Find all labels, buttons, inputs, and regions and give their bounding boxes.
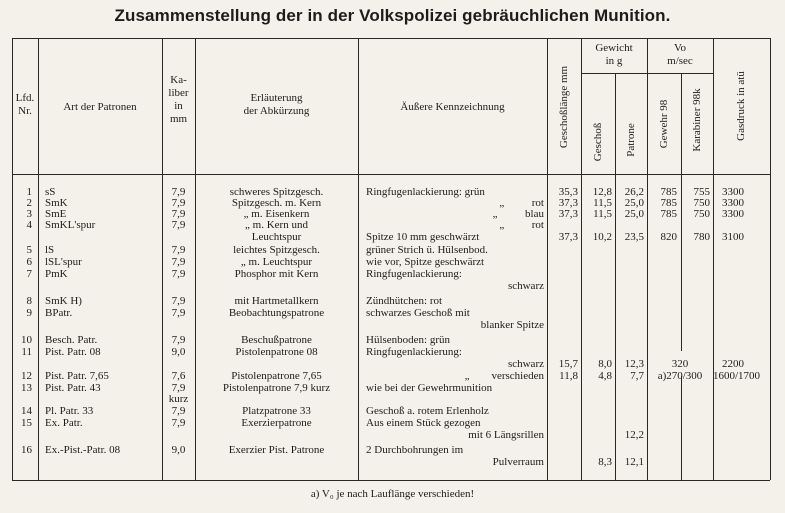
table-bottom-line xyxy=(12,480,770,481)
cell-gasdruck: 3300 xyxy=(722,208,744,220)
header-lfd-line: Lfd. xyxy=(15,92,35,104)
cell-kennzeichnung: wie bei der Gewehrmunition xyxy=(366,382,493,394)
cell-lfd-nr: 1 xyxy=(26,186,32,198)
header-gewehr98: Gewehr 98 xyxy=(658,99,670,149)
cell-lfd-nr: 11 xyxy=(21,346,32,358)
cell-karabiner98k: 750 xyxy=(693,208,710,220)
cell-kennzeichnung: Ringfugenlackierung: xyxy=(366,346,462,358)
cell-art: SmKL'spur xyxy=(45,219,96,231)
cell-kaliber: 7,9 xyxy=(171,208,186,220)
cell-geschoss: 12,8 xyxy=(592,186,612,198)
cell-erlaeuterung: Beschußpatrone xyxy=(241,334,312,346)
cell-patrone: 7,7 xyxy=(630,370,644,382)
cell-kaliber: 7,9 xyxy=(171,186,186,198)
cell-art: Besch. Patr. xyxy=(45,334,98,346)
header-art: Art der Patronen xyxy=(63,101,137,113)
vo-merged-11: 320 xyxy=(671,358,689,370)
header-geschoss: Geschoß xyxy=(592,122,604,162)
table-top-line xyxy=(12,38,770,39)
header-gasdruck: Gasdruck in atü xyxy=(735,71,747,141)
cell-patrone: 12,1 xyxy=(624,456,644,468)
header-gewicht-line: in g xyxy=(605,55,623,67)
cell-erlaeuterung: Pistolenpatrone 7,65 xyxy=(231,370,322,382)
cell-patrone: 23,5 xyxy=(624,231,644,243)
cell-kennzeichnung: Aus einem Stück gezogen xyxy=(366,417,481,429)
cell-erlaeuterung: Exerzierpatrone xyxy=(241,417,312,429)
cell-kaliber: 7,9 xyxy=(171,256,186,268)
cell-art: Ex. Patr. xyxy=(45,417,83,429)
cell-kaliber: 7,9 xyxy=(171,219,186,231)
header-gewicht xyxy=(581,42,647,68)
header-vo xyxy=(647,42,713,68)
cell-erlaeuterung: leichtes Spitzgesch. xyxy=(233,244,320,256)
page-title: Zusammenstellung der in der Volkspolizei gebräuchlichen Munition. xyxy=(114,6,671,25)
cell-lfd-nr: 4 xyxy=(26,219,32,231)
cell-kaliber: kurz xyxy=(168,393,189,405)
header-vo-line: m/sec xyxy=(667,55,693,67)
header-kaliber-line: Ka- xyxy=(170,74,187,86)
cell-kaliber: 9,0 xyxy=(171,444,186,456)
cell-kaliber: 7,9 xyxy=(171,197,186,209)
cell-kaliber: 9,0 xyxy=(171,346,186,358)
cell-art: SmK xyxy=(45,197,68,209)
cell-erlaeuterung: Phosphor mit Kern xyxy=(234,268,319,280)
cell-geschosslaenge: 37,3 xyxy=(558,197,578,209)
cell-kennzeichnung: schwarzes Geschoß mit xyxy=(366,307,470,319)
cell-patrone: 25,0 xyxy=(624,197,644,209)
cell-geschosslaenge: 11,8 xyxy=(559,370,578,382)
cell-art: Pist. Patr. 43 xyxy=(45,382,101,394)
cell-geschosslaenge: 37,3 xyxy=(558,208,578,220)
cell-kennzeichnung: wie vor, Spitze geschwärzt xyxy=(366,256,485,268)
cell-lfd-nr: 14 xyxy=(21,405,32,417)
cell-gasdruck: 3300 xyxy=(722,197,744,209)
cell-lfd-nr: 16 xyxy=(21,444,32,456)
gewicht-subline xyxy=(581,73,647,74)
cell-patrone: 12,2 xyxy=(624,429,644,441)
cell-geschoss: 11,5 xyxy=(593,208,612,220)
cell-lfd-nr: 15 xyxy=(21,417,32,429)
header-geschosslaenge: Geschoßlänge mm xyxy=(558,65,570,149)
cell-art: Pl. Patr. 33 xyxy=(45,405,94,417)
cell-erlaeuterung: Pistolenpatrone 7,9 kurz xyxy=(222,382,331,394)
cell-art: PmK xyxy=(45,268,68,280)
cell-kaliber: 7,9 xyxy=(171,417,186,429)
cell-art: SmK H) xyxy=(45,295,82,307)
cell-gewehr98: 785 xyxy=(660,186,677,198)
cell-patrone: 12,3 xyxy=(624,358,644,370)
cell-kennzeichnung: Geschoß a. rotem Erlenholz xyxy=(366,405,489,417)
cell-art: SmE xyxy=(45,208,67,220)
cell-lfd-nr: 13 xyxy=(21,382,32,394)
cell-erlaeuterung: Beobachtungspatrone xyxy=(228,307,325,319)
header-lfd-nr xyxy=(12,92,38,118)
cell-kennzeichnung: schwarz xyxy=(507,280,544,292)
cell-kaliber: 7,9 xyxy=(171,268,186,280)
cell-kennzeichnung: „ verschieden xyxy=(464,370,544,382)
cell-geschoss: 10,2 xyxy=(592,231,612,243)
cell-kennzeichnung: Pulverraum xyxy=(492,456,544,468)
cell-lfd-nr: 12 xyxy=(21,370,32,382)
vo-subline xyxy=(647,73,713,74)
header-lfd-line: Nr. xyxy=(18,105,32,117)
header-vo-line: Vo xyxy=(673,42,687,54)
cell-erlaeuterung: „ m. Eisenkern xyxy=(243,208,310,220)
cell-gewehr98: 785 xyxy=(660,197,677,209)
cell-kennzeichnung: „ rot xyxy=(499,219,544,231)
header-kaliber xyxy=(162,74,195,126)
col-line xyxy=(770,38,771,480)
cell-lfd-nr: 9 xyxy=(26,307,32,319)
cell-kennzeichnung: „ rot xyxy=(499,197,544,209)
cell-kaliber: 7,6 xyxy=(171,370,186,382)
cell-erlaeuterung: „ m. Kern und xyxy=(245,219,308,231)
col-line xyxy=(547,38,548,480)
cell-lfd-nr: 3 xyxy=(26,208,32,220)
cell-kaliber: 7,9 xyxy=(171,334,186,346)
cell-art: Pist. Patr. 08 xyxy=(45,346,101,358)
cell-patrone: 26,2 xyxy=(624,186,644,198)
cell-art: sS xyxy=(45,186,56,198)
cell-art: Ex.-Pist.-Patr. 08 xyxy=(45,444,121,456)
header-gewicht-line: Gewicht xyxy=(595,42,633,54)
cell-art: lSL'spur xyxy=(45,256,82,268)
cell-kennzeichnung: mit 6 Längsrillen xyxy=(468,429,544,441)
cell-lfd-nr: 2 xyxy=(26,197,32,209)
cell-geschosslaenge: 15,7 xyxy=(558,358,578,370)
cell-erlaeuterung: Exerzier Pist. Patrone xyxy=(228,444,325,456)
cell-geschoss: 8,3 xyxy=(598,456,612,468)
cell-lfd-nr: 7 xyxy=(26,268,32,280)
cell-gasdruck: 3100 xyxy=(722,231,744,243)
cell-patrone: 25,0 xyxy=(624,208,644,220)
cell-lfd-nr: 10 xyxy=(21,334,32,346)
cell-karabiner98k: 755 xyxy=(693,186,710,198)
col-line xyxy=(581,38,582,480)
header-bottom-line xyxy=(12,174,770,175)
cell-kennzeichnung: Ringfugenlackierung: xyxy=(366,268,462,280)
col-line xyxy=(615,73,616,480)
cell-kennzeichnung: Hülsenboden: grün xyxy=(366,334,451,346)
cell-kaliber: 7,9 xyxy=(171,382,186,394)
cell-kennzeichnung: grüner Strich ü. Hülsenbod. xyxy=(366,244,488,256)
cell-kennzeichnung: „ blau xyxy=(492,208,544,220)
header-karabiner98k: Karabiner 98k xyxy=(691,88,703,152)
cell-gewehr98: 785 xyxy=(660,208,677,220)
cell-erlaeuterung: Leuchtspur xyxy=(251,231,302,243)
cell-gasdruck: 3300 xyxy=(722,186,744,198)
vo-merged-12: a)270/300 xyxy=(657,370,703,382)
cell-erlaeuterung: Pistolenpatrone 08 xyxy=(235,346,318,358)
cell-gewehr98: 820 xyxy=(660,231,677,243)
col-line xyxy=(681,376,682,480)
cell-lfd-nr: 8 xyxy=(26,295,32,307)
cell-kennzeichnung: 2 Durchbohrungen im xyxy=(366,444,464,456)
cell-erlaeuterung: „ m. Leuchtspur xyxy=(240,256,313,268)
header-patrone: Patrone xyxy=(625,123,637,157)
cell-geschosslaenge: 37,3 xyxy=(558,231,578,243)
cell-erlaeuterung: mit Hartmetallkern xyxy=(234,295,319,307)
cell-erlaeuterung: Platzpatrone 33 xyxy=(242,405,311,417)
cell-geschosslaenge: 35,3 xyxy=(558,186,578,198)
cell-kennzeichnung: Ringfugenlackierung: grün xyxy=(366,186,485,198)
cell-erlaeuterung: Spitzgesch. m. Kern xyxy=(231,197,322,209)
cell-art: lS xyxy=(45,244,55,256)
cell-erlaeuterung: schweres Spitzgesch. xyxy=(229,186,324,198)
cell-lfd-nr: 5 xyxy=(26,244,32,256)
cell-karabiner98k: 780 xyxy=(693,231,710,243)
header-erlaeuterung xyxy=(195,92,358,118)
cell-geschoss: 8,0 xyxy=(598,358,612,370)
cell-art: BPatr. xyxy=(45,307,73,319)
header-erl-line: der Abkürzung xyxy=(243,105,310,117)
cell-kaliber: 7,9 xyxy=(171,405,186,417)
header-kaliber-line: mm xyxy=(169,113,188,125)
cell-kennzeichnung: Spitze 10 mm geschwärzt xyxy=(366,231,480,243)
cell-geschoss: 11,5 xyxy=(593,197,612,209)
cell-kaliber: 7,9 xyxy=(171,244,186,256)
cell-kennzeichnung: Zündhütchen: rot xyxy=(366,295,443,307)
cell-gasdruck: 2200 xyxy=(722,358,744,370)
cell-kaliber: 7,9 xyxy=(171,295,186,307)
cell-gasdruck: 1600/1700 xyxy=(713,370,761,382)
cell-kennzeichnung: blanker Spitze xyxy=(480,319,544,331)
cell-geschoss: 4,8 xyxy=(598,370,612,382)
cell-kaliber: 7,9 xyxy=(171,307,186,319)
col-line xyxy=(713,38,714,480)
cell-lfd-nr: 6 xyxy=(26,256,32,268)
cell-karabiner98k: 750 xyxy=(693,197,710,209)
header-kaliber-line: liber xyxy=(168,87,189,99)
cell-art: Pist. Patr. 7,65 xyxy=(45,370,109,382)
header-kennzeichnung: Äußere Kennzeichnung xyxy=(400,101,505,113)
footnote: a) V₀ je nach Lauflänge verschieden! xyxy=(310,488,475,500)
cell-kennzeichnung: schwarz xyxy=(507,358,544,370)
col-line xyxy=(647,38,648,480)
header-kaliber-line: in xyxy=(174,100,183,112)
header-erl-line: Erläuterung xyxy=(250,92,303,104)
